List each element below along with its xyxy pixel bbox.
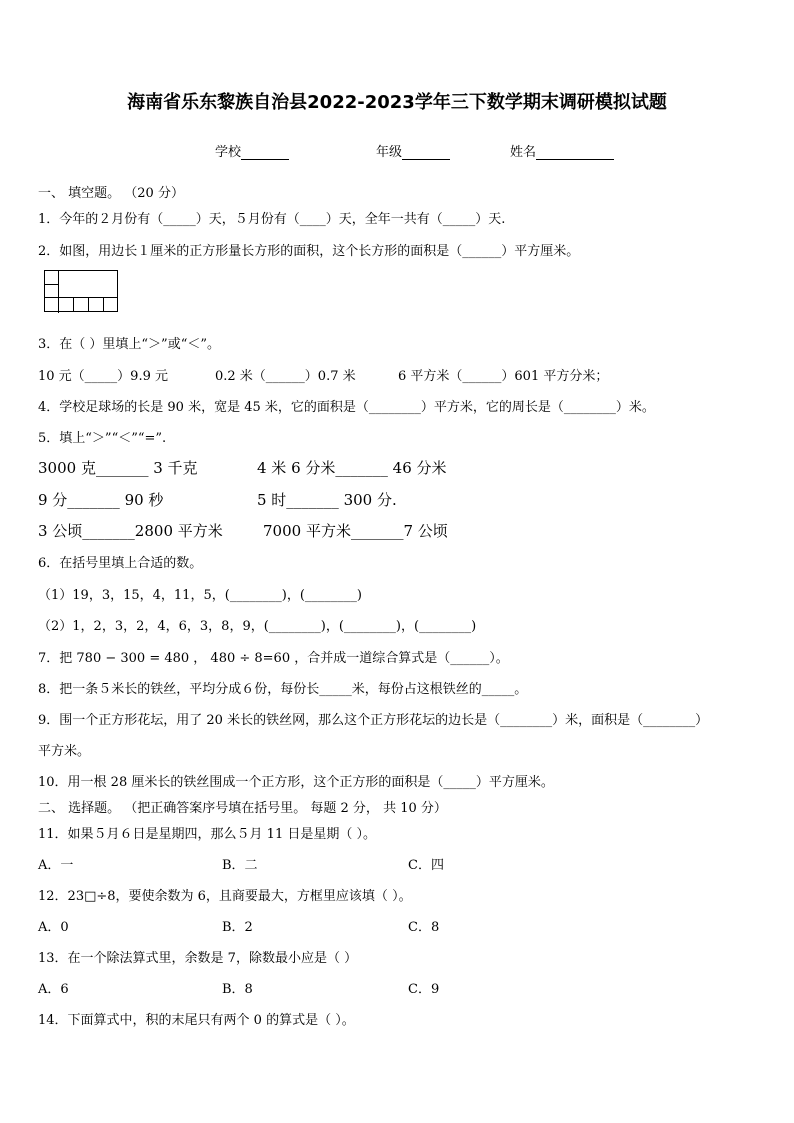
grid-line — [103, 297, 104, 312]
question-8: 8．把一条５米长的铁丝，平均分成６份，每份长_____米，每份占这根铁丝的_____。 — [38, 682, 528, 697]
question-4: 4．学校足球场的长是 90 米，宽是 45 米，它的面积是（________）平方米，它的周长是（________）米。 — [38, 400, 655, 415]
q5-item: 9 分_______ 90 秒 — [38, 491, 164, 509]
school-label: 学校 — [215, 145, 242, 160]
grade-label: 年级 — [376, 145, 403, 160]
question-6-part-1: （1）19，3，15，4，11，5，(________)，(________) — [38, 588, 362, 603]
q3-item-2: 0.2 米（______）0.7 米 — [215, 369, 356, 384]
grid-line — [45, 297, 117, 298]
q12-option-c: C．8 — [408, 920, 440, 935]
q12-option-b: B．2 — [222, 920, 253, 935]
question-7: 7．把 780 − 300 = 480 ， 480 ÷ 8=60 ，合并成一道综合算式是（______）。 — [38, 651, 509, 666]
q5-item: 3 公顷_______2800 平方米 — [38, 522, 223, 540]
q11-option-a: A．一 — [38, 858, 74, 873]
section-2-heading: 二、 选择题。 （把正确答案序号填在括号里。 每题 2 分， 共 10 分） — [38, 801, 447, 816]
page-title: 海南省乐东黎族自治县2022-2023学年三下数学期末调研模拟试题 — [127, 92, 667, 113]
grid-line — [58, 271, 59, 313]
q11-option-b: B．二 — [222, 858, 258, 873]
q11-option-c: C．四 — [408, 858, 444, 873]
name-field — [510, 141, 614, 160]
grid-line — [45, 284, 58, 285]
question-12: 12．23□÷8，要使余数为 6，且商要最大，方框里应该填（ ）。 — [38, 889, 412, 904]
question-9-continued: 平方米。 — [38, 744, 91, 759]
q5-item: 5 时_______ 300 分. — [257, 491, 397, 509]
grade-blank — [402, 146, 450, 160]
rectangle-grid-figure — [44, 270, 118, 312]
name-blank — [536, 146, 614, 160]
question-11: 11．如果５月６日是星期四，那么５月 11 日是星期（ ）。 — [38, 827, 376, 842]
question-14: 14．下面算式中，积的末尾只有两个 0 的算式是（ ）。 — [38, 1013, 355, 1028]
section-1-heading: 一、 填空题。 （20 分） — [38, 186, 184, 201]
grid-line — [88, 297, 89, 312]
question-2: 2．如图，用边长１厘米的正方形量长方形的面积，这个长方形的面积是（______）平方厘米。 — [38, 244, 580, 259]
q5-item: 7000 平方米_______7 公顷 — [263, 522, 448, 540]
grade-field — [376, 141, 450, 160]
question-5: 5．填上“＞”“＜”“=”. — [38, 431, 167, 446]
school-field — [215, 141, 289, 160]
question-10: 10．用一根 28 厘米长的铁丝围成一个正方形，这个正方形的面积是（_____）平方厘米。 — [38, 775, 554, 790]
q12-option-a: A．0 — [38, 920, 69, 935]
question-9: 9．围一个正方形花坛，用了 20 米长的铁丝网，那么这个正方形花坛的边长是（________）米，面积是（________） — [38, 713, 709, 728]
q13-option-c: C．9 — [408, 982, 440, 997]
question-1: 1．今年的２月份有（_____）天，５月份有（____）天，全年一共有（_____）天. — [38, 212, 506, 227]
q5-item: 3000 克_______ 3 千克 — [38, 459, 198, 477]
q3-item-3: 6 平方米（______）601 平方分米； — [398, 369, 609, 384]
school-blank — [241, 146, 289, 160]
q13-option-a: A．6 — [38, 982, 69, 997]
question-6-part-2: （2）1，2，3，2，4，6，3，8，9，(________)，(________)，(________) — [38, 619, 477, 634]
question-13: 13．在一个除法算式里，余数是 7，除数最小应是（ ） — [38, 951, 358, 966]
question-6: 6．在括号里填上合适的数。 — [38, 556, 203, 571]
q5-item: 4 米 6 分米_______ 46 分米 — [257, 459, 447, 477]
name-label: 姓名 — [510, 145, 537, 160]
q3-item-1: 10 元（_____）9.9 元 — [38, 369, 168, 384]
q13-option-b: B．8 — [222, 982, 253, 997]
question-3: 3．在（ ）里填上“＞”或“＜”。 — [38, 337, 220, 352]
grid-line — [73, 297, 74, 312]
